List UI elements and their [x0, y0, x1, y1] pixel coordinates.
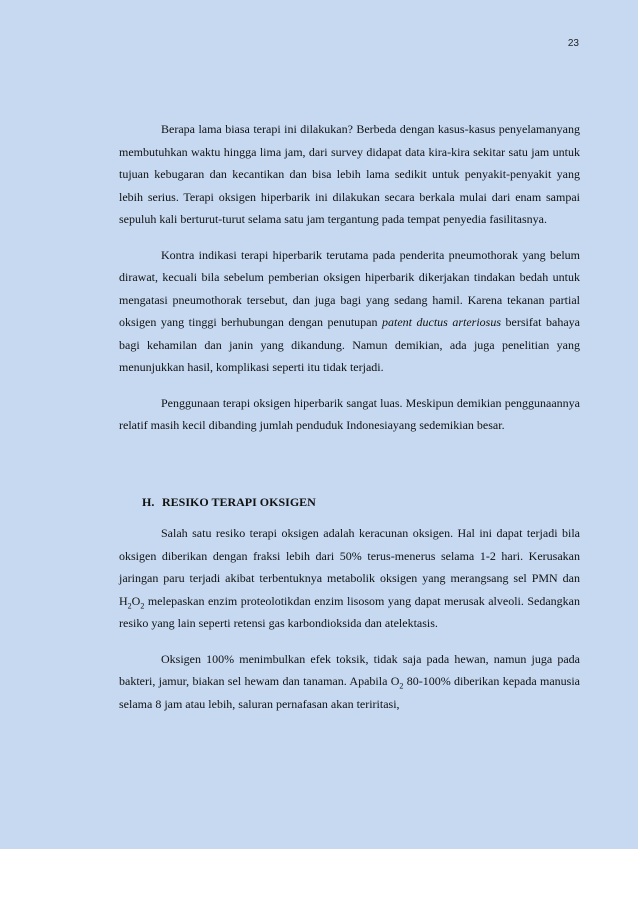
text-run: Kontra indikasi terapi hiperbarik terutama pada penderita pneumothorak yang belum dirawat, kecuali bila sebelum pemberian oksigen hiperbarik dikerjakan tindakan bedah untuk mengatasi pneumothorak tersebut, dan juga bagi yang sedang hamil. Karena tekanan partial oksigen yang tinggi berhubungan dengan penutupan — [119, 247, 580, 329]
text-run: Oksigen 100% menimbulkan efek toksik, tidak saja pada hewan, namun juga pada bakteri, jamur, biakan sel hewam dan tanaman. Apabila O — [119, 651, 580, 688]
paragraph-therapy-duration: Berapa lama biasa terapi ini dilakukan? Berbeda dengan kasus-kasus penyelamanyang membutuhkan waktu hingga lima jam, dari survey didapat data kira-kira sekitar satu jam untuk tujuan kebugaran dan kecantikan dan bisa lebih lama sedikit untuk penyakit-penyakit yang lebih serius. Terapi oksigen hiperbarik ini dilakukan secara berkala mulai dari enam sampai sepuluh kali berturut-turut selama satu jam tergantung pada tempat penyedia fasilitasnya. — [119, 122, 580, 226]
text-run: O — [131, 593, 141, 608]
page-content — [119, 118, 580, 728]
page-number: 23 — [567, 38, 579, 49]
paragraph-usage: Penggunaan terapi oksigen hiperbarik sangat luas. Meskipun demikian penggunaannya relatif masih kecil dibanding jumlah penduduk Indonesiayang sedemikian besar. — [119, 395, 580, 432]
section-letter: H. — [142, 494, 155, 509]
paragraph-oxygen-toxicity — [119, 522, 580, 635]
paragraph-contraindications — [119, 244, 580, 379]
section-title: RESIKO TERAPI OKSIGEN — [162, 494, 316, 509]
subscript: 2 — [140, 600, 145, 610]
text-run: bersifat bahaya bagi kehamilan dan janin yang dikandung. Namun demikian, ada juga penelitian yang menunjukkan hasil, komplikasi seperti itu tidak terjadi. — [119, 315, 580, 374]
subscript: 2 — [399, 681, 404, 691]
paragraph-toxic-effects — [119, 648, 580, 716]
italic-term: patent ductus arteriosus — [382, 315, 502, 329]
text-run: melepaskan enzim proteolotikdan enzim lisosom yang dapat merusak alveoli. Sedangkan resiko yang lain seperti retensi gas karbondioksida dan atelektasis. — [119, 593, 580, 630]
text-run: 80-100% diberikan kepada manusia selama 8 jam atau lebih, saluran pernafasan akan teriritasi, — [119, 674, 581, 711]
subscript: 2 — [127, 600, 132, 610]
text-run: Salah satu resiko terapi oksigen adalah keracunan oksigen. Hal ini dapat terjadi bila oksigen diberikan dengan fraksi lebih dari 50% terus-menerus selama 1-2 hari. Kerusakan jaringan paru terjadi akibat terbentuknya metabolik oksigen yang merangsang sel PMN dan H — [119, 526, 580, 608]
section-heading — [142, 491, 580, 514]
